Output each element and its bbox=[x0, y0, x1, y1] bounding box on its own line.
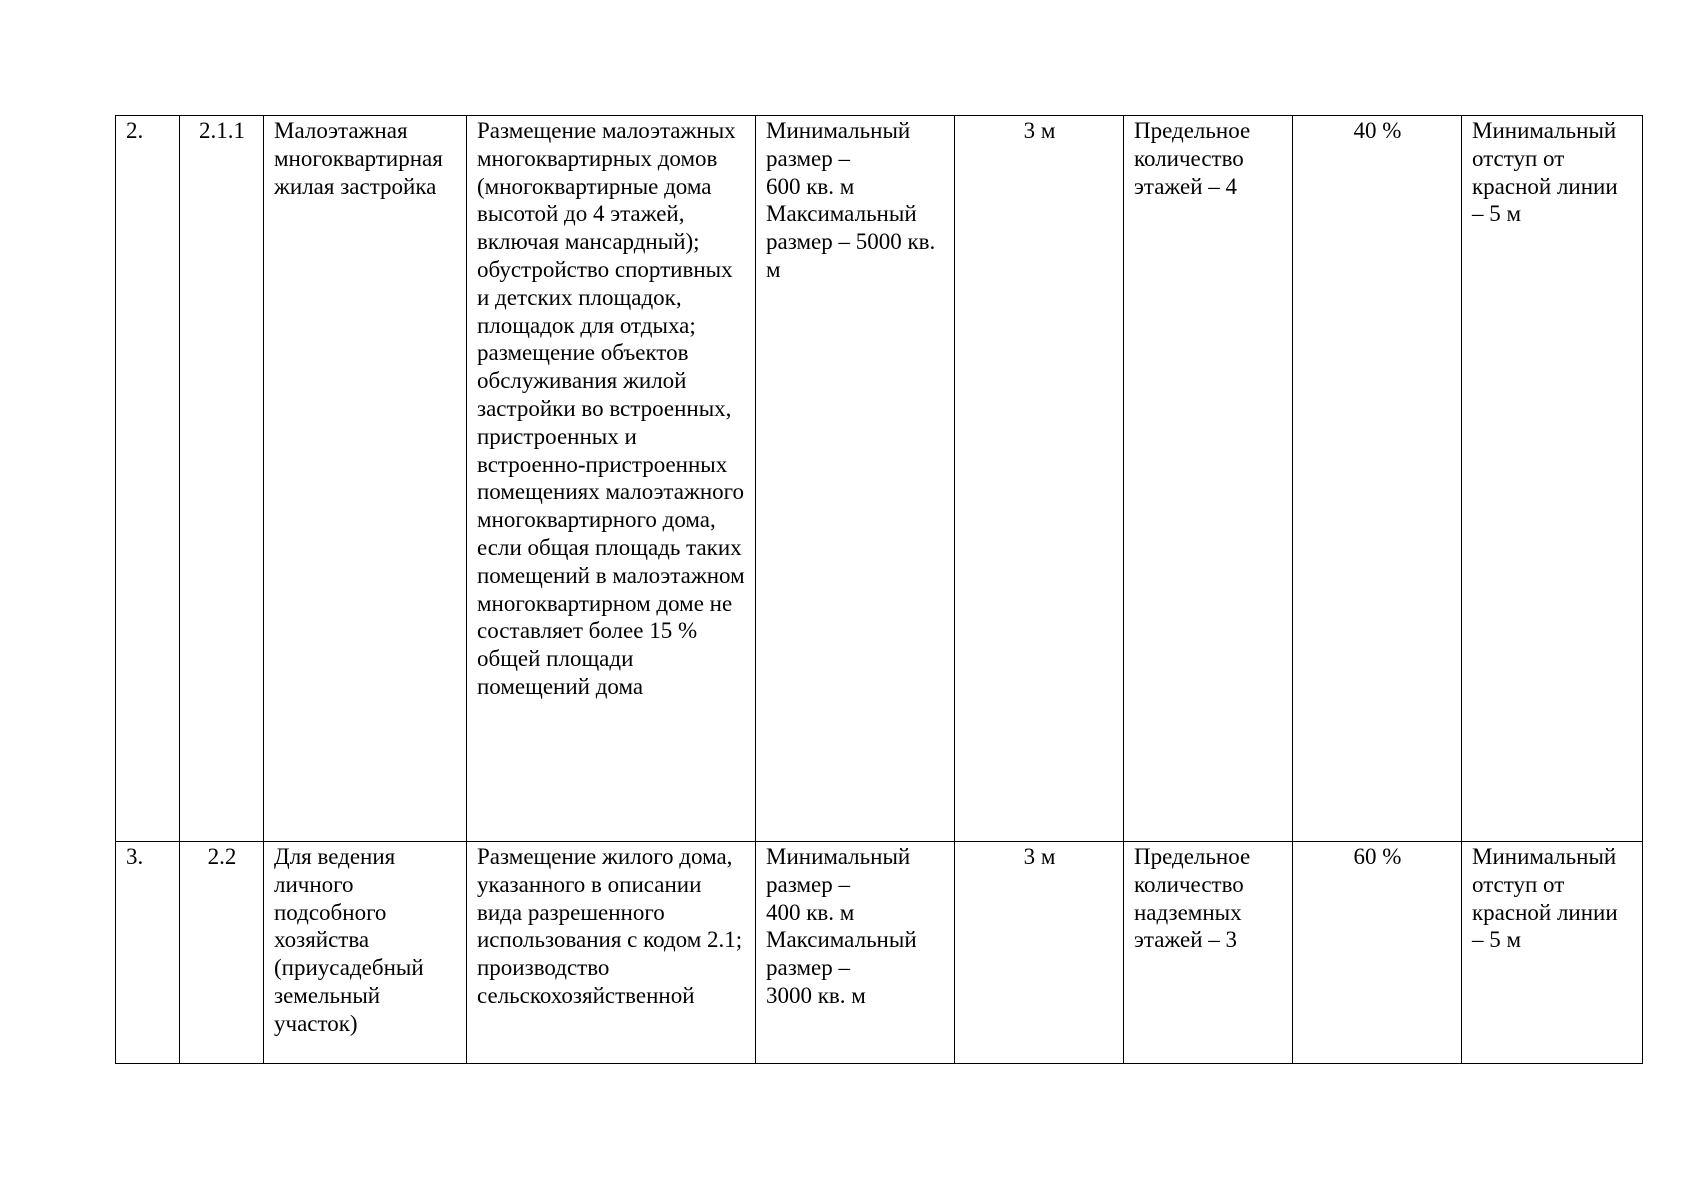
red-line-setback-cell: Минимальный отступ от красной линии – 5 м bbox=[1462, 842, 1643, 1064]
plot-size-text: Минимальный размер – 600 кв. м Максимальный размер – 5000 кв. м bbox=[766, 118, 936, 282]
coverage-cell: 40 % bbox=[1293, 116, 1462, 842]
plot-size-cell bbox=[756, 116, 955, 842]
setback-cell: 3 м bbox=[955, 842, 1124, 1064]
coverage-cell: 60 % bbox=[1293, 842, 1462, 1064]
use-description-text: Размещение малоэтажных многоквартирных домов (многоквартирные дома высотой до 4 этажей, включая мансардный); обустройство спортивных и детских площадок, площадок для отдыха; размещение объектов обслуживания жилой застройки во встроенных, пристроенных и встроенно-пристроенных помещениях малоэтажного многоквартирного дома, если общая площадь таких помещений в малоэтажном многоквартирном доме не составляет более 15 % общей площади помещений дома bbox=[477, 118, 745, 699]
zoning-regulations-table bbox=[115, 115, 1643, 1064]
floors-cell: Предельное количество надземных этажей – 3 bbox=[1124, 842, 1293, 1064]
use-description-text: Размещение жилого дома, указанного в описании вида разрешенного использования с кодом 2.1; производство сельскохозяйственной bbox=[477, 844, 743, 1008]
setback-cell: 3 м bbox=[955, 116, 1124, 842]
table-row bbox=[116, 842, 1643, 1064]
use-description-cell bbox=[467, 842, 756, 1064]
floors-cell: Предельное количество этажей – 4 bbox=[1124, 116, 1293, 842]
use-code-cell: 2.1.1 bbox=[180, 116, 264, 842]
row-number-cell: 2. bbox=[116, 116, 180, 842]
use-name-cell: Малоэтажная многоквартирная жилая застройка bbox=[264, 116, 467, 842]
use-description-cell bbox=[467, 116, 756, 842]
use-code-cell: 2.2 bbox=[180, 842, 264, 1064]
plot-size-cell bbox=[756, 842, 955, 1064]
use-name-cell: Для ведения личного подсобного хозяйства (приусадебный земельный участок) bbox=[264, 842, 467, 1064]
red-line-setback-cell: Минимальный отступ от красной линии – 5 м bbox=[1462, 116, 1643, 842]
table-row bbox=[116, 116, 1643, 842]
plot-size-text: Минимальный размер – 400 кв. м Максимальный размер – 3000 кв. м bbox=[766, 844, 917, 1008]
row-number-cell: 3. bbox=[116, 842, 180, 1064]
